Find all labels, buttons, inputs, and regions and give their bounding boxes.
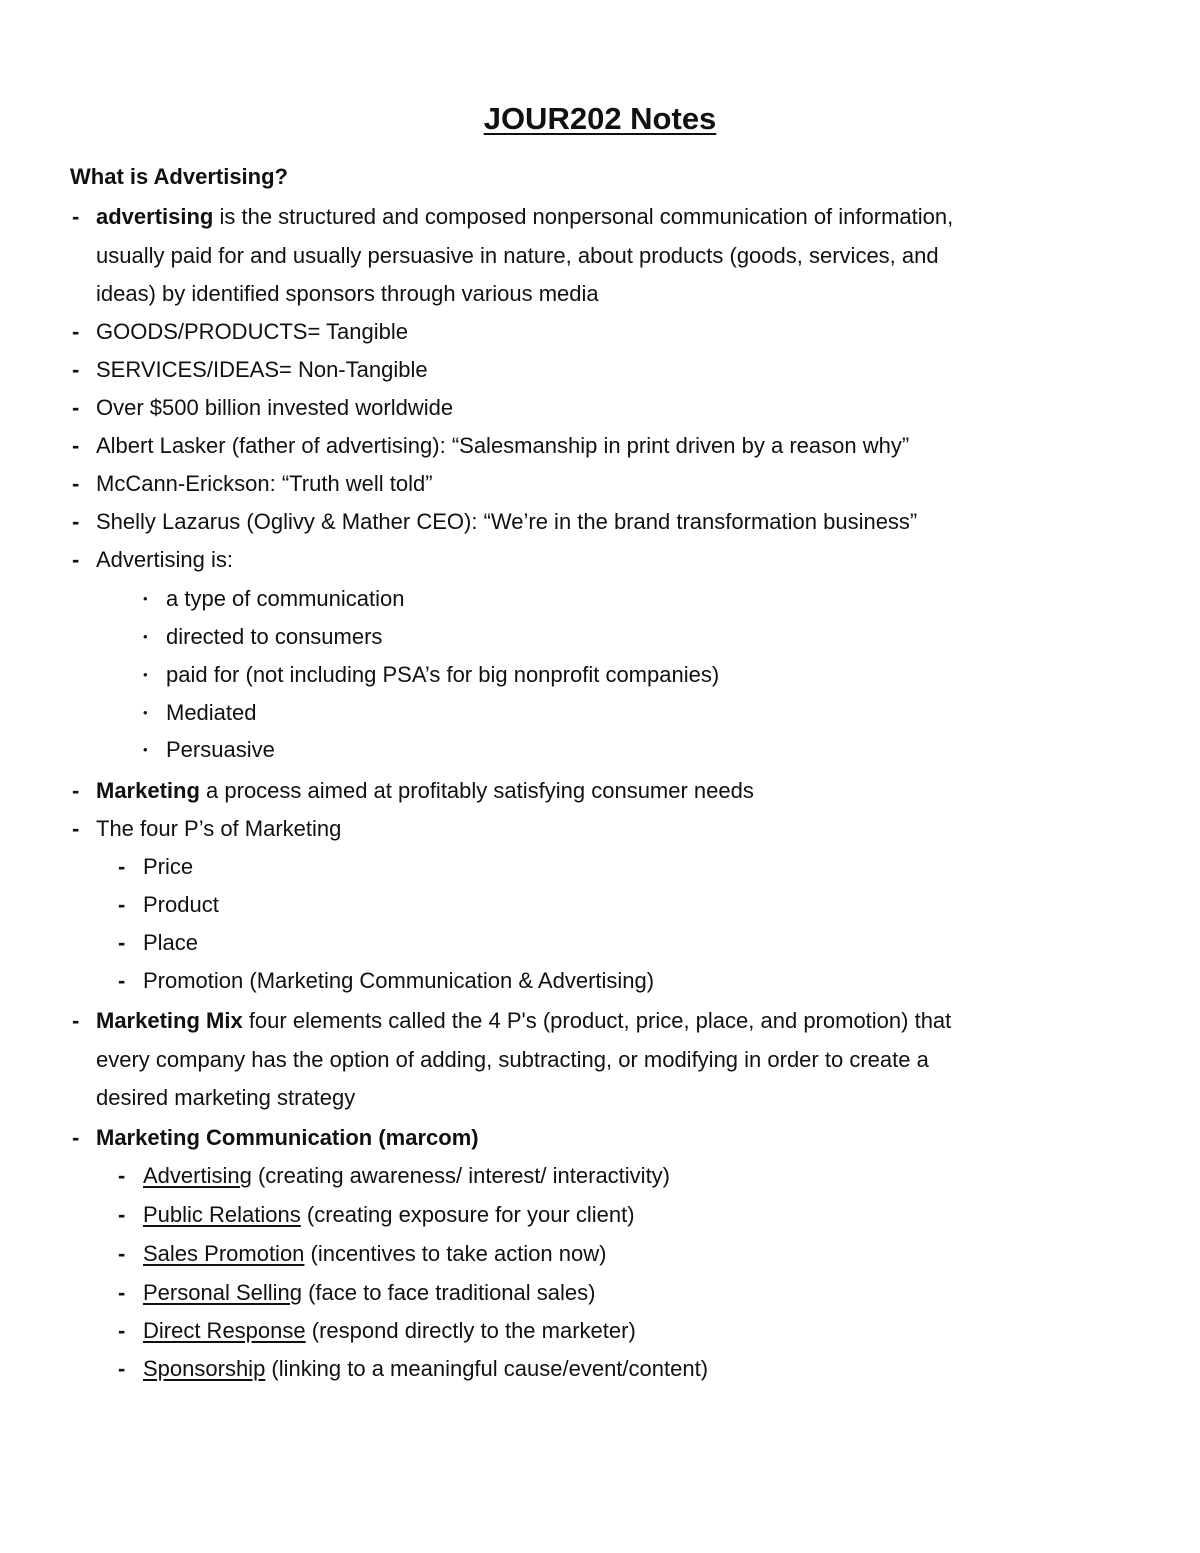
dash-marker: - (118, 1241, 126, 1266)
marcom-term: Direct Response (143, 1318, 306, 1343)
dash-marker: - (118, 1202, 126, 1227)
list-item: Albert Lasker (father of advertising): “Salesmanship in print driven by a reason why” (96, 433, 910, 458)
dash-marker: - (72, 357, 80, 382)
definition-line-3: ideas) by identified sponsors through various media (96, 281, 599, 306)
dash-marker: - (118, 930, 126, 955)
list-item: Over $500 billion invested worldwide (96, 395, 454, 420)
bullet-marker: • (143, 629, 148, 644)
four-ps-label: The four P’s of Marketing (96, 816, 342, 841)
dash-marker: - (72, 433, 80, 458)
dash-marker: - (118, 892, 126, 917)
dash-marker: - (72, 1125, 80, 1150)
four-ps-item: Product (143, 892, 219, 917)
marcom-item: Sales Promotion (incentives to take action now) (143, 1241, 607, 1266)
dash-marker: - (118, 968, 126, 993)
sub-list-item: paid for (not including PSA’s for big nonprofit companies) (166, 662, 720, 687)
dash-marker: - (72, 1008, 80, 1033)
dash-marker: - (118, 854, 126, 879)
definition-line-1: advertising is the structured and composed nonpersonal communication of information, (96, 204, 954, 229)
sub-list-item: a type of communication (166, 586, 405, 611)
marcom-term: Advertising (143, 1163, 252, 1188)
marketing-mix-line-2: every company has the option of adding, subtracting, or modifying in order to create a (96, 1047, 929, 1072)
four-ps-item: Price (143, 854, 194, 879)
dash-marker: - (72, 395, 80, 420)
marcom-term: Sponsorship (143, 1356, 266, 1381)
marcom-label: Marketing Communication (marcom) (96, 1125, 479, 1150)
dash-marker: - (72, 778, 80, 803)
bullet-marker: • (143, 742, 148, 757)
marcom-item: Personal Selling (face to face traditional sales) (143, 1280, 596, 1305)
marcom-item: Advertising (creating awareness/ interest/ interactivity) (143, 1163, 671, 1188)
sub-list-item: directed to consumers (166, 624, 383, 649)
bullet-marker: • (143, 667, 148, 682)
marketing-mix-line-3: desired marketing strategy (96, 1085, 356, 1110)
definition-line-2: usually paid for and usually persuasive in nature, about products (goods, services, and (96, 243, 939, 268)
list-item: McCann-Erickson: “Truth well told” (96, 471, 433, 496)
four-ps-item: Place (143, 930, 199, 955)
dash-marker: - (118, 1280, 126, 1305)
dash-marker: - (72, 319, 80, 344)
four-ps-item: Promotion (Marketing Communication & Advertising) (143, 968, 655, 993)
dash-marker: - (72, 509, 80, 534)
marketing-mix-term: Marketing Mix (96, 1008, 243, 1033)
marcom-item: Sponsorship (linking to a meaningful cause/event/content) (143, 1356, 709, 1381)
section-heading: What is Advertising? (70, 164, 288, 189)
dash-marker: - (72, 471, 80, 496)
marketing-term: Marketing (96, 778, 200, 803)
definition-term: advertising (96, 204, 214, 229)
list-item: Advertising is: (96, 547, 233, 572)
marcom-item: Direct Response (respond directly to the marketer) (143, 1318, 636, 1343)
bullet-marker: • (143, 705, 148, 720)
sub-list-item: Persuasive (166, 737, 275, 762)
dash-marker: - (118, 1163, 126, 1188)
dash-marker: - (118, 1356, 126, 1381)
list-item: GOODS/PRODUCTS= Tangible (96, 319, 408, 344)
marcom-term: Sales Promotion (143, 1241, 305, 1266)
dash-marker: - (72, 204, 80, 229)
marcom-term: Personal Selling (143, 1280, 302, 1305)
dash-marker: - (72, 816, 80, 841)
marcom-term: Public Relations (143, 1202, 301, 1227)
dash-marker: - (72, 547, 80, 572)
marketing-mix-line-1: Marketing Mix four elements called the 4 P's (product, price, place, and promotion) that (96, 1008, 952, 1033)
page-title: JOUR202 Notes (483, 101, 717, 136)
bullet-marker: • (143, 591, 148, 606)
marketing-definition: Marketing a process aimed at profitably satisfying consumer needs (96, 778, 754, 803)
marcom-item: Public Relations (creating exposure for your client) (143, 1202, 635, 1227)
list-item: SERVICES/IDEAS= Non-Tangible (96, 357, 428, 382)
list-item: Shelly Lazarus (Oglivy & Mather CEO): “We’re in the brand transformation business” (96, 509, 918, 534)
sub-list-item: Mediated (166, 700, 257, 725)
dash-marker: - (118, 1318, 126, 1343)
